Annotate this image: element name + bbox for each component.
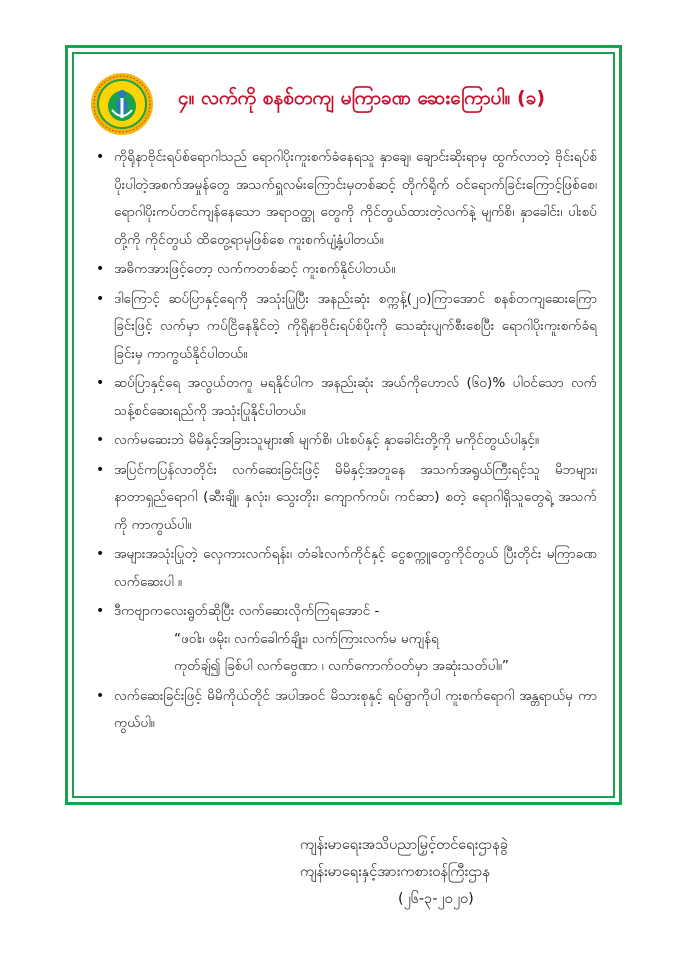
bullet-dot-icon: •: [96, 149, 105, 165]
list-item-text: ဒီကဗျာကလေးရွတ်ဆိုပြီး လက်ဆေးလိုက်ကြရအောင် -: [114, 603, 380, 619]
list-item-text: ဆပ်ပြာနှင့်ရေ အလွယ်တကူ မရနိုင်ပါက အနည်းဆုံး အယ်ကိုဟောလ် (၆၀)% ပါဝင်သော လက်သန့်စင်ဆေးရည်ကို အသုံးပြုနိုင်ပါတယ်။: [114, 375, 597, 419]
page-title: ၄။ လက်ကို စနစ်တကျ မကြာခဏ ဆေးကြောပါ။ (ခ): [178, 87, 546, 109]
list-item-text: ကိုရိုနာဗိုင်းရပ်စ်ရောဂါသည် ရောဂါပိုးကူးစက်ခံနေရသူ နှာချေ၊ ချောင်းဆိုးရာမှ ထွက်လာတဲ့ ဗိုင်းရပ်စ်ပိုးပါတဲ့အစက်အမှုန်တွေ အသက်ရှူလမ်းကြောင်းမှတစ်ဆင့် တိုက်ရိုက် ဝင်ရောက်ခြင်းကြောင့်ဖြစ်စေ၊ ရောဂါပိုးကပ်တင်ကျန်နေသော အရာဝတ္ထု တွေကို ကိုင်တွယ်ထားတဲ့လက်နဲ့ မျက်စိ၊ နှာခေါင်း၊ ပါးစပ်တို့ကို ကိုင်တွယ် ထိတွေ့ရာမှဖြစ်စေ ကူးစက်ပျံ့နှံ့ပါတယ်။: [114, 149, 597, 248]
list-item: [92, 541, 597, 596]
bullet-dot-icon: •: [96, 461, 105, 478]
list-item: [92, 683, 597, 738]
list-item-text: လက်ဆေးခြင်းဖြင့် မိမိကိုယ်တိုင် အပါအဝင် မိသားစုနှင့် ရပ်ရွာကိုပါ ကူးစက်ရောဂါ အန္တရာယ်မှ ကာကွယ်ပါ။: [114, 687, 597, 731]
bullet-list: [92, 144, 597, 740]
bullet-dot-icon: •: [96, 261, 105, 277]
bullet-dot-icon: •: [96, 432, 105, 448]
list-item: [92, 144, 597, 254]
list-item: [92, 457, 597, 540]
list-item-text: အဓိကအားဖြင့်တော့ လက်ကတစ်ဆင့် ကူးစက်နိုင်ပါတယ်။: [114, 261, 396, 277]
signature-block: [300, 832, 620, 913]
list-item: [92, 598, 597, 681]
header: [82, 66, 605, 136]
list-item-text: အများအသုံးပြုတဲ့ လှေကားလက်ရန်း၊ တံခါးလက်ကိုင်နှင့် ငွေစက္ကူတွေကိုင်တွယ် ပြီးတိုင်း မကြာခဏ လက်ဆေးပါ ။: [114, 546, 597, 590]
department-name: ကျန်းမာရေးအသိပညာမြှင့်တင်ရေးဌာနခွဲ: [300, 837, 508, 853]
document-frame: [65, 45, 622, 805]
issue-date: (၂၆-၃-၂၀၂၀): [398, 891, 474, 907]
ministry-logo-icon: [90, 72, 154, 136]
list-item: [92, 427, 597, 455]
ministry-name: ကျန်းမာရေးနှင့်အားကစားဝန်ကြီးဌာန: [300, 864, 490, 880]
list-item-text: လက်မဆေးဘဲ မိမိနှင့်အခြားသူများ၏ မျက်စိ၊ ပါးစပ်နှင့် နှာခေါင်းတို့ကို မကိုင်တွယ်ပါနှင့်။: [114, 432, 540, 448]
list-item: [92, 256, 597, 284]
poem-line: ကုတ်ချ်၍ ခြစ်ပါ လက်ဗွေဏာ ၊ လက်ကောက်ဝတ်မှာ အဆုံးသတ်ပါ။”: [174, 658, 509, 674]
bullet-dot-icon: •: [96, 687, 105, 704]
poem-line: “ဖဝါး၊ ဖမိုး၊ လက်ခေါက်ချိုး၊ လက်ကြားလက်မ မကျန်ရ: [174, 630, 439, 647]
bullet-dot-icon: •: [96, 603, 105, 619]
list-item-text: ဒါကြောင့် ဆပ်ပြာနှင့်ရေကို အသုံးပြုပြီး အနည်းဆုံး စက္ကန့်(၂၀)ကြာအောင် စနစ်တကျဆေးကြောခြင်းဖြင့် လက်မှာ ကပ်ငြိနေနိုင်တဲ့ ကိုရိုနာဗိုင်းရပ်စ်ပိုးကို သေဆုံးပျက်စီးစေပြီး ရောဂါပိုးကူးစက်ခံရခြင်းမှ ကာကွယ်နိုင်ပါတယ်။: [114, 290, 597, 362]
bullet-dot-icon: •: [96, 375, 105, 391]
list-item: [92, 286, 597, 369]
bullet-dot-icon: •: [96, 290, 105, 307]
bullet-dot-icon: •: [96, 546, 105, 562]
document-inner-frame: [72, 52, 615, 798]
list-item: [92, 370, 597, 425]
list-item-text: အပြင်ကပြန်လာတိုင်း လက်ဆေးခြင်းဖြင့် မိမိနှင့်အတူနေ အသက်အရွယ်ကြီးရင့်သူ မိဘများ၊ နာတာရှည်ရောဂါ (ဆီးချို၊ နှလုံး၊ သွေးတိုး၊ ကျောက်ကပ်၊ ကင်ဆာ) စတဲ့ ရောဂါရှိသူတွေရဲ့ အသက်ကို ကာကွယ်ပါ။: [114, 461, 597, 533]
